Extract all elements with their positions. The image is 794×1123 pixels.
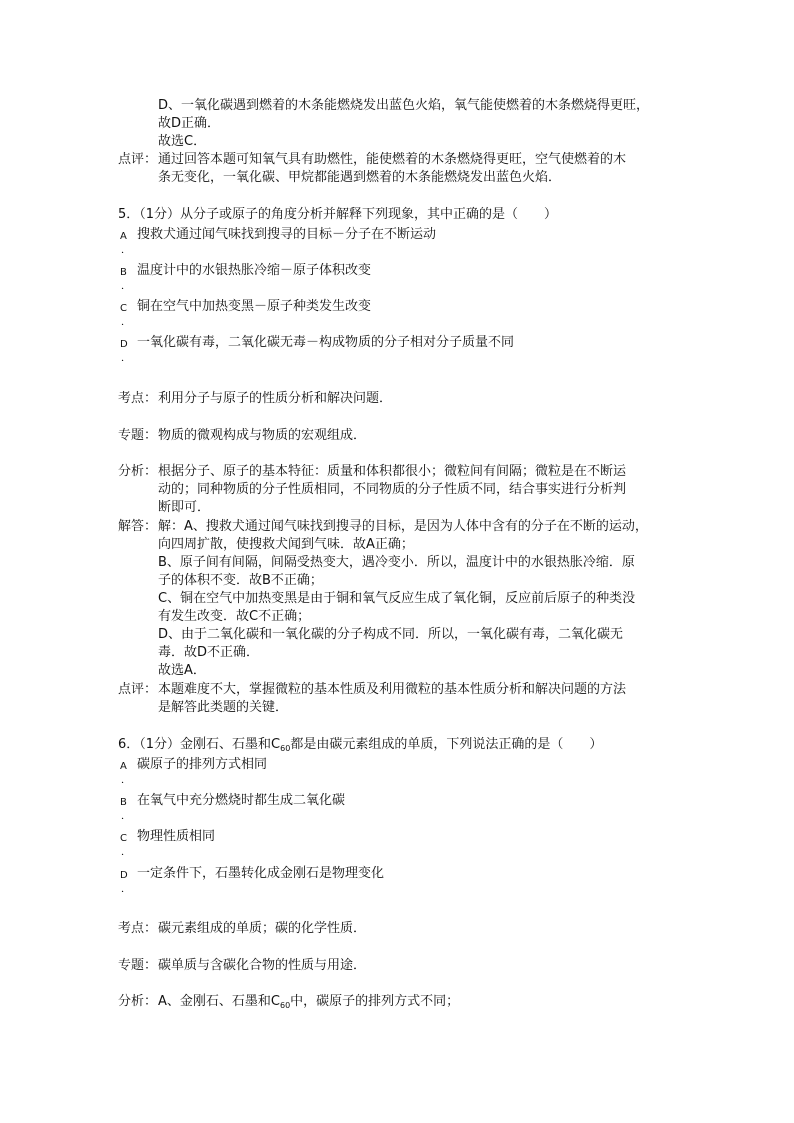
q6-option-a-text: 碳原子的排列方式相同: [137, 757, 268, 772]
q6-fenxi-subscript: 60: [279, 1001, 291, 1010]
q5-zhuanti-label: 专题：: [118, 428, 158, 443]
q5-kaodian-text: 利用分子与原子的性质分析和解决问题．: [158, 391, 393, 406]
q5-fenxi-line2: 动的；同种物质的分子性质相同，不同物质的分子性质不同，结合事实进行分析判: [158, 482, 627, 497]
q5-jieda-line6: 有发生改变．故C不正确；: [158, 609, 311, 624]
q6-stem-subscript: 60: [280, 744, 291, 753]
q5-dianping-label: 点评：: [118, 682, 158, 697]
q5-option-c-text: 铜在空气中加热变黑－原子种类发生改变: [137, 299, 372, 314]
q5-option-a-text: 搜救犬通过闻气味找到搜寻的目标－分子在不断运动: [137, 227, 437, 242]
q6-fenxi-part1: A、金刚石、石墨和C: [158, 994, 280, 1009]
q6-option-c-letter: C: [120, 833, 127, 844]
q6-stem-part1: 6．（1分）金刚石、石墨和C: [118, 737, 281, 752]
q5-dianping-line1: 本题难度不大，掌握微粒的基本性质及利用微粒的基本性质分析和解决问题的方法: [158, 682, 627, 697]
q5-jieda-line3: B、原子间有间隔，间隔受热变大，遇冷变小．所以，温度计中的水银热胀冷缩．原: [158, 555, 635, 570]
q6-option-b-letter: B: [120, 797, 127, 808]
q5-stem: 5．（1分）从分子或原子的角度分析并解释下列现象，其中正确的是（ ）: [118, 207, 558, 222]
q5-fenxi-line3: 断即可．: [158, 500, 211, 515]
q6-option-b-dot: ．: [121, 811, 131, 822]
q6-option-b-text: 在氧气中充分燃烧时都生成二氧化碳: [137, 793, 346, 808]
q5-jieda-line5: C、铜在空气中加热变黑是由于铜和氧气反应生成了氧化铜，反应前后原子的种类没: [158, 591, 636, 606]
q6-stem: [118, 736, 602, 758]
q5-dianping-line2: 是解答此类题的关键．: [158, 700, 289, 715]
q6-fenxi-part2: 中，碳原子的排列方式不同；: [290, 994, 460, 1009]
q6-zhuanti-text: 碳单质与含碳化合物的性质与用途．: [158, 958, 367, 973]
q5-jieda-label: 解答：: [118, 519, 158, 534]
q6-fenxi-label: 分析：: [118, 994, 158, 1009]
q6-kaodian-text: 碳元素组成的单质；碳的化学性质．: [158, 921, 367, 936]
q6-stem-part2: 都是由碳元素组成的单质，下列说法正确的是（ ）: [290, 737, 603, 752]
q5-option-a-dot: ．: [121, 245, 131, 256]
q5-zhuanti-text: 物质的微观构成与物质的宏观组成．: [158, 428, 367, 443]
q5-jieda-line2: 向四周扩散，使搜救犬闻到气味．故A正确；: [158, 537, 414, 552]
q5-jieda-line8: 毒．故D不正确．: [158, 645, 260, 660]
q5-option-d-letter: D: [120, 339, 128, 350]
q5-jieda-line1: 解：A、搜救犬通过闻气味找到搜寻的目标，是因为人体中含有的分子在不断的运动，: [158, 519, 648, 534]
q6-option-a-letter: A: [120, 761, 127, 772]
prev-answer-d-line1: D、一氧化碳遇到燃着的木条能燃烧发出蓝色火焰，氧气能使燃着的木条燃烧得更旺，: [158, 98, 650, 113]
q6-option-d-dot: ．: [121, 884, 131, 895]
q5-option-c-dot: ．: [121, 317, 131, 328]
q6-kaodian-label: 考点：: [118, 921, 158, 936]
q6-option-d-letter: D: [120, 870, 128, 881]
q5-option-c-letter: C: [120, 303, 127, 314]
q5-jieda-line9: 故选A．: [158, 663, 206, 678]
q6-fenxi-line1: [158, 993, 459, 1015]
q5-fenxi-line1: 根据分子、原子的基本特征：质量和体积都很小；微粒间有间隔；微粒是在不断运: [158, 464, 627, 479]
q6-zhuanti-label: 专题：: [118, 958, 158, 973]
q6-option-c-text: 物理性质相同: [137, 829, 216, 844]
q5-option-a-letter: A: [120, 231, 127, 242]
q5-fenxi-label: 分析：: [118, 464, 158, 479]
q5-option-b-text: 温度计中的水银热胀冷缩－原子体积改变: [137, 263, 372, 278]
prev-answer-d-line2: 故D正确．: [158, 116, 221, 131]
prev-choice: 故选C．: [158, 134, 207, 149]
prev-comment-line1: 通过回答本题可知氧气具有助燃性，能使燃着的木条燃烧得更旺，空气使燃着的木: [158, 152, 627, 167]
q6-option-c-dot: ．: [121, 847, 131, 858]
q5-option-b-letter: B: [120, 267, 127, 278]
q5-jieda-line7: D、由于二氧化碳和一氧化碳的分子构成不同．所以，一氧化碳有毒，二氧化碳无: [158, 627, 624, 642]
q5-option-d-dot: ．: [121, 353, 131, 364]
q6-option-a-dot: ．: [121, 775, 131, 786]
prev-comment-label: 点评：: [118, 152, 158, 167]
prev-comment-line2: 条无变化，一氧化碳、甲烷都能遇到燃着的木条能燃烧发出蓝色火焰．: [158, 170, 562, 185]
q5-option-b-dot: ．: [121, 281, 131, 292]
q5-option-d-text: 一氧化碳有毒，二氧化碳无毒－构成物质的分子相对分子质量不同: [137, 335, 515, 350]
q6-option-d-text: 一定条件下，石墨转化成金刚石是物理变化: [137, 866, 385, 881]
q5-jieda-line4: 子的体积不变．故B不正确；: [158, 573, 323, 588]
q5-kaodian-label: 考点：: [118, 391, 158, 406]
